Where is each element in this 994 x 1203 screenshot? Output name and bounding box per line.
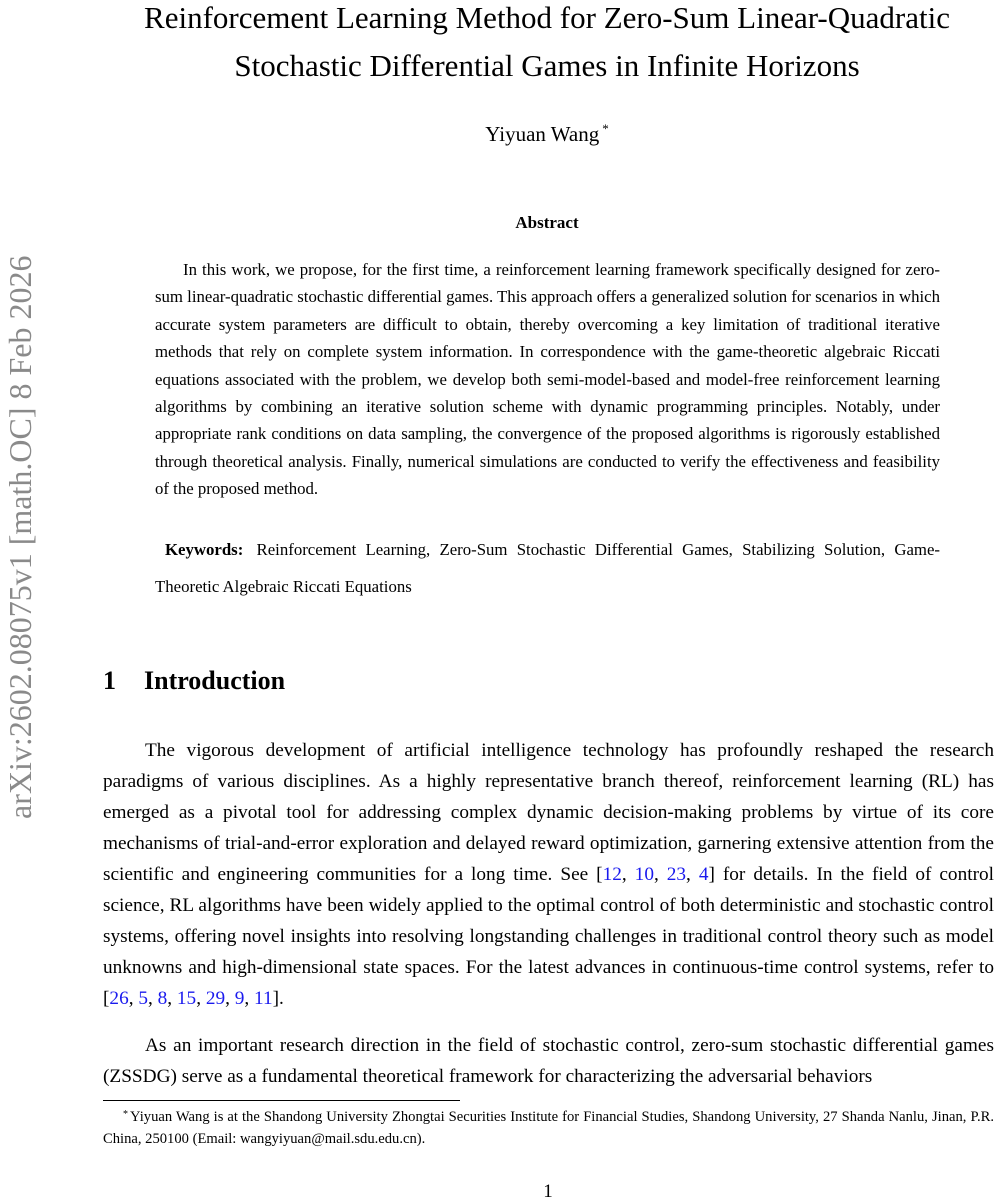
paragraph-text: ].: [272, 988, 284, 1009]
keywords-text: Reinforcement Learning, Zero-Sum Stochastic Differential Games, Stabilizing Solution, Game-Theoretic Algebraic Riccati Equations: [155, 540, 940, 596]
footnote-mark: *: [123, 1109, 128, 1120]
intro-paragraph-1: The vigorous development of artificial intelligence technology has profoundly reshaped the research paradigms of various disciplines. As a highly representative branch thereof, reinforcement learning (RL) has emerged as a pivotal tool for addressing complex dynamic decision-making problems by virtue of its core mechanisms of trial-and-error exploration and delayed reward optimization, garnering extensive attention from the scientific and engineering communities for a long time. See [12, 10, 23, 4] for details. In the field of control science, RL algorithms have been widely applied to the optimal control of both deterministic and stochastic control systems, offering novel insights into resolving longstanding challenges in traditional control theory such as model unknowns and high-dimensional state spaces. For the latest advances in continuous-time control systems, refer to [26, 5, 8, 15, 29, 9, 11].: [103, 740, 994, 1009]
section-title: Introduction: [144, 666, 286, 695]
citation-link[interactable]: 5: [138, 988, 148, 1009]
keywords: [155, 531, 940, 605]
paper-title: [100, 0, 994, 90]
citation-link[interactable]: 8: [157, 988, 168, 1009]
citation-link[interactable]: 29: [205, 988, 226, 1009]
footnote: [103, 1104, 994, 1150]
intro-paragraph-2: As an important research direction in the field of stochastic control, zero-sum stochastic differential games (ZSSDG) serve as a fundamental theoretical framework for characterizing the adversarial behaviors: [103, 1035, 994, 1087]
citation-link[interactable]: 9: [234, 988, 245, 1009]
arxiv-identifier-stamp: arXiv:2602.08075v1 [math.OC] 8 Feb 2026: [2, 255, 38, 820]
section-number: 1: [103, 666, 116, 695]
keywords-label: Keywords:: [165, 540, 244, 559]
title-line-1: Reinforcement Learning Method for Zero-Sum Linear-Quadratic: [144, 0, 950, 35]
citation-link[interactable]: 11: [254, 988, 273, 1009]
citation-link[interactable]: 12: [602, 864, 622, 885]
citation-link[interactable]: 10: [634, 864, 654, 885]
footnote-rule: [103, 1100, 460, 1101]
citation-link[interactable]: 23: [666, 864, 687, 885]
paragraph-text: ] for details. In the field of control science, RL algorithms have been widely applied to the optimal control of both deterministic and stochastic control systems, offering novel insights into resolving longstanding challenges in traditional control theory such as model unknowns and high-dimensional state spaces. For the latest advances in continuous-time control systems, refer to [: [103, 864, 994, 1009]
section-heading: [103, 665, 285, 697]
author-line: [100, 116, 994, 147]
abstract-heading: Abstract: [515, 213, 579, 232]
page-number: 1: [543, 1181, 553, 1202]
citation-link[interactable]: 26: [109, 988, 129, 1009]
citation-link[interactable]: 15: [176, 988, 197, 1009]
author-name: Yiyuan Wang: [485, 122, 600, 146]
title-line-2: Stochastic Differential Games in Infinite Horizons: [234, 48, 860, 83]
paragraph-text: The vigorous development of artificial intelligence technology has profoundly reshaped the research paradigms of various disciplines. As a highly representative branch thereof, reinforcement learning (RL) has emerged as a pivotal tool for addressing complex dynamic decision-making problems by virtue of its core mechanisms of trial-and-error exploration and delayed reward optimization, garnering extensive attention from the scientific and engineering communities for a long time. See [: [103, 740, 994, 885]
footnote-text: Yiyuan Wang is at the Shandong University Zhongtai Securities Institute for Financial Studies, Shandong University, 27 Shanda Nanlu, Jinan, P.R. China, 250100 (Email: wangyiyuan@mail.sdu.edu.cn).: [103, 1109, 994, 1147]
citation-link[interactable]: 4: [698, 864, 709, 885]
author-footnote-mark[interactable]: *: [602, 121, 609, 136]
abstract-text: In this work, we propose, for the first time, a reinforcement learning framework specifically designed for zero-sum linear-quadratic stochastic differential games. This approach offers a generalized solution for scenarios in which accurate system parameters are difficult to obtain, thereby overcoming a key limitation of traditional iterative methods that rely on complete system information. In correspondence with the game-theoretic algebraic Riccati equations associated with the problem, we develop both semi-model-based and model-free reinforcement learning algorithms by combining an iterative solution scheme with dynamic programming principles. Notably, under appropriate rank conditions on data sampling, the convergence of the proposed algorithms is rigorously established through theoretical analysis. Finally, numerical simulations are conducted to verify the effectiveness and feasibility of the proposed method.: [155, 260, 940, 499]
